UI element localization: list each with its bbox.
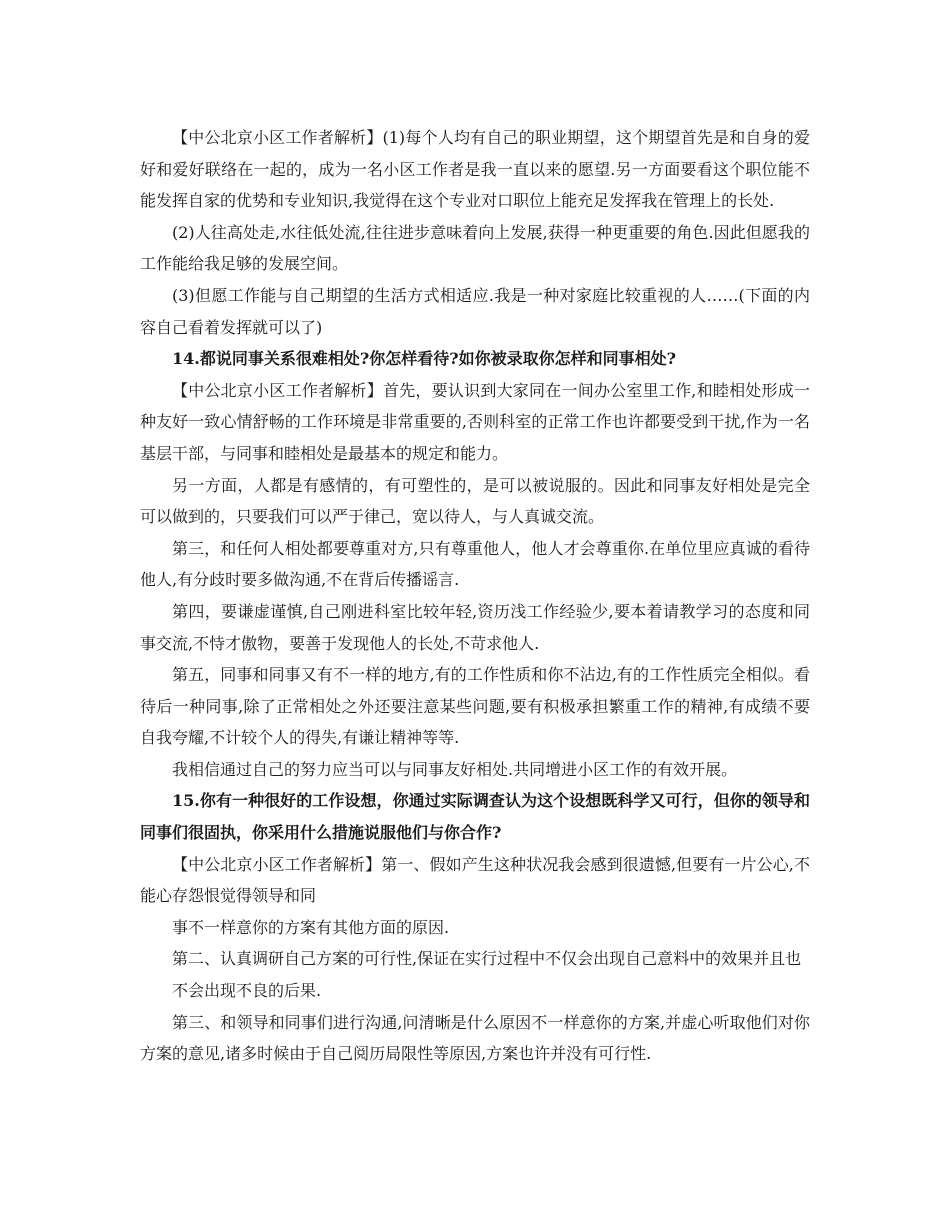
paragraph: 第五，同事和同事又有不一样的地方,有的工作性质和你不沾边,有的工作性质完全相似。看待后一种同事,除了正常相处之外还要注意某些问题,要有积极承担繁重工作的精神,有成绩不要自我夸耀,不计较个人的得失,有谦让精神等等.: [140, 665, 810, 748]
paragraph: (2)人往高处走,水往低处流,往往进步意味着向上发展,获得一种更重要的角色.因此但愿我的工作能给我足够的发展空间。: [140, 222, 810, 274]
paragraph: 不会出现不良的后果.: [172, 981, 322, 1001]
paragraph: 第四，要谦虚谨慎,自己刚进科室比较年轻,资历浅工作经验少,要本着请教学习的态度和同事交流,不恃才傲物，要善于发现他人的长处,不苛求他人.: [140, 601, 810, 653]
paragraph: 第三、和领导和同事们进行沟通,问清晰是什么原因不一样意你的方案,并虚心听取他们对你方案的意见,诸多时候由于自己阅历局限性等原因,方案也许并没有可行性.: [140, 1012, 810, 1064]
paragraph: (3)但愿工作能与自己期望的生活方式相适应.我是一种对家庭比较重视的人……(下面的内容自己看着发挥就可以了): [140, 285, 810, 337]
document-body: [140, 122, 810, 1070]
paragraph: 事不一样意你的方案有其他方面的原因.: [172, 917, 450, 937]
paragraph: 【中公北京小区工作者解析】第一、假如产生这种状况我会感到很遗憾,但要有一片公心,不能心存怨恨觉得领导和同: [140, 854, 810, 906]
paragraph: 我相信通过自己的努力应当可以与同事友好相处.共同增进小区工作的有效开展。: [172, 759, 738, 779]
question-heading: 14.都说同事关系很难相处?你怎样看待?如你被录取你怎样和同事相处?: [172, 349, 676, 369]
paragraph: 【中公北京小区工作者解析】首先，要认识到大家同在一间办公室里工作,和睦相处形成一种友好一致心情舒畅的工作环境是非常重要的,否则科室的正常工作也许都要受到干扰,作为一名基层干部，与同事和睦相处是最基本的规定和能力。: [140, 380, 810, 463]
paragraph: 另一方面，人都是有感情的，有可塑性的，是可以被说服的。因此和同事友好相处是完全可以做到的，只要我们可以严于律己，宽以待人，与人真诚交流。: [140, 475, 810, 527]
paragraph: 第二、认真调研自己方案的可行性,保证在实行过程中不仅会出现自己意料中的效果并且也: [172, 949, 802, 969]
paragraph: 【中公北京小区工作者解析】(1)每个人均有自己的职业期望，这个期望首先是和自身的爱好和爱好联络在一起的，成为一名小区工作者是我一直以来的愿望.另一方面要看这个职位能不能发挥自家的优势和专业知识,我觉得在这个专业对口职位上能充足发挥我在管理上的长处.: [140, 128, 810, 211]
paragraph: 第三，和任何人相处都要尊重对方,只有尊重他人，他人才会尊重你.在单位里应真诚的看待他人,有分歧时要多做沟通,不在背后传播谣言.: [140, 538, 810, 590]
question-heading: 15.你有一种很好的工作设想，你通过实际调查认为这个设想既科学又可行，但你的领导和同事们很固执，你采用什么措施说服他们与你合作?: [140, 791, 810, 843]
